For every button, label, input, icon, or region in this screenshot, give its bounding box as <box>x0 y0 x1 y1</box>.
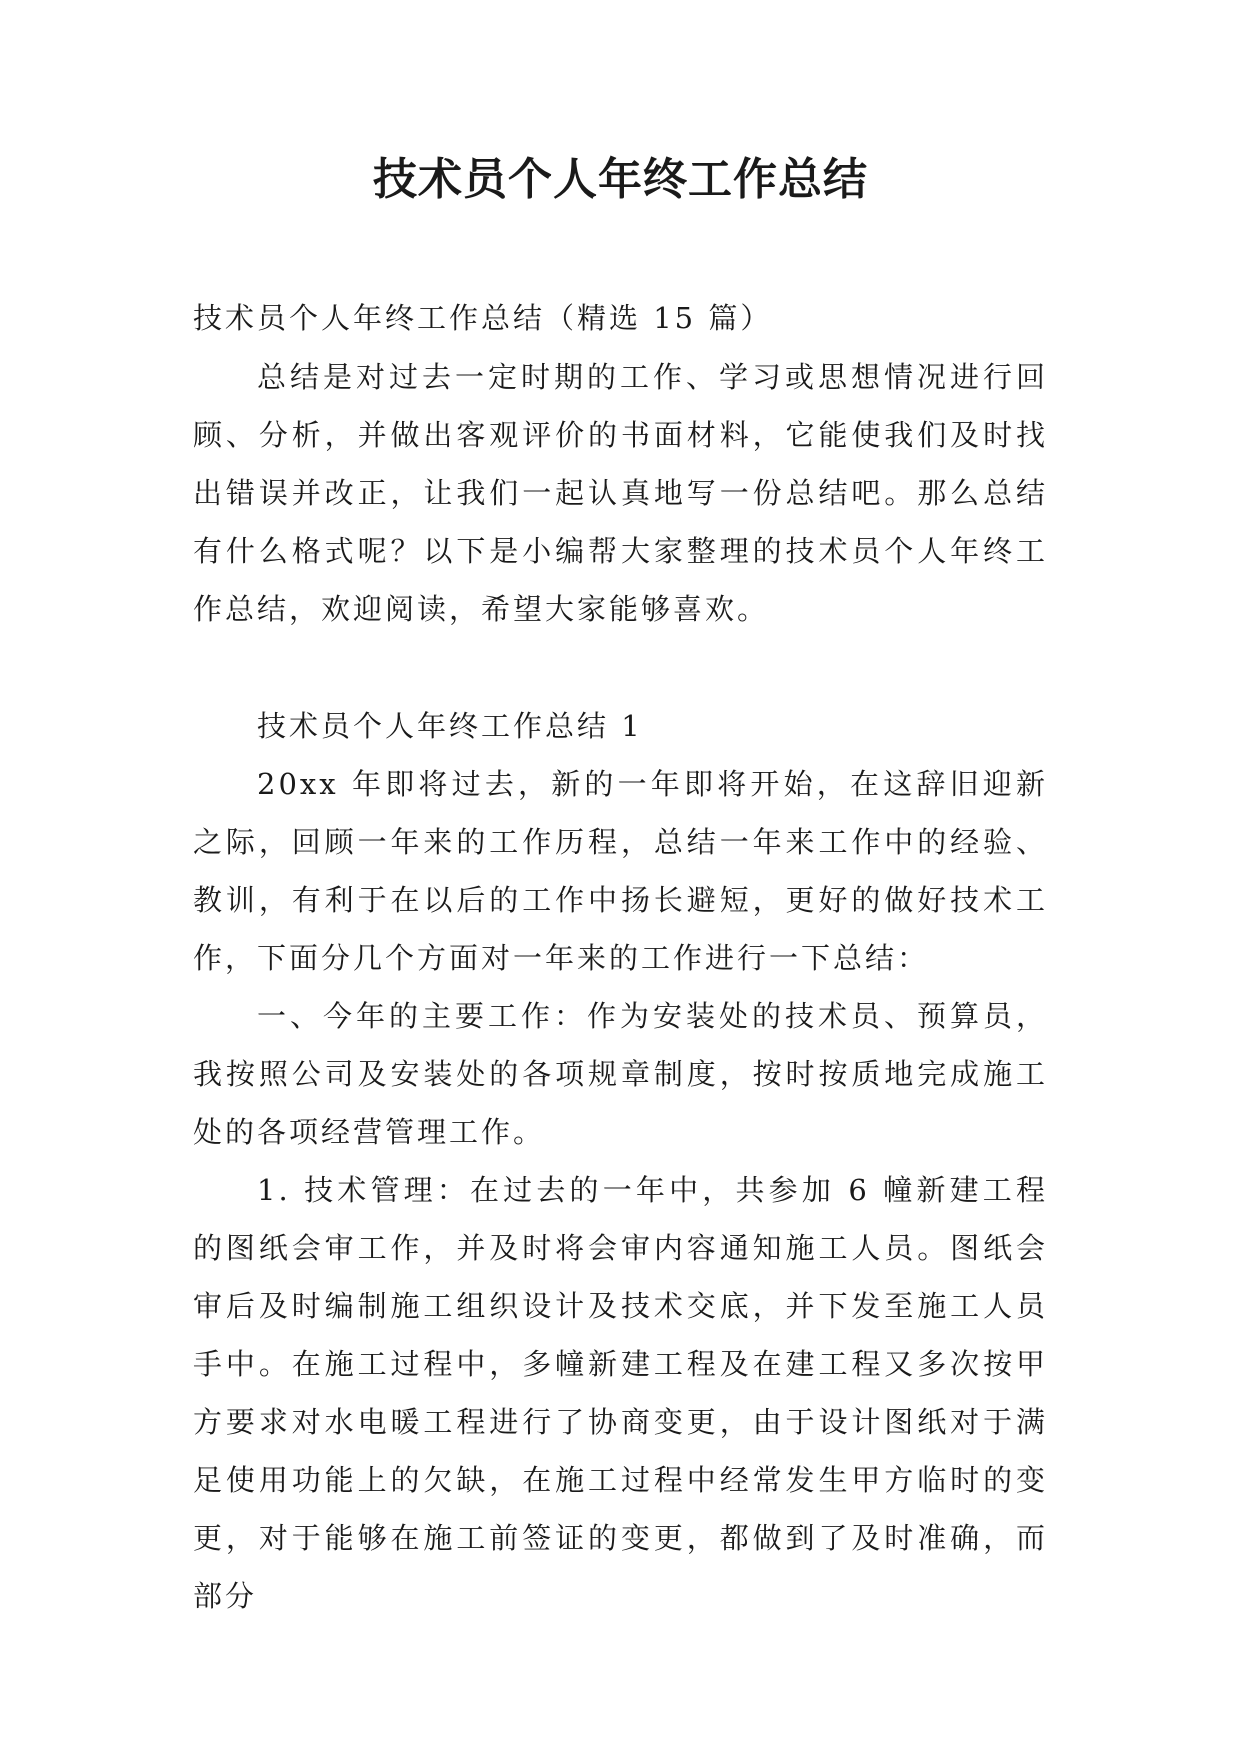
document-title: 技术员个人年终工作总结 <box>373 154 868 205</box>
body-paragraph: 1. 技术管理：在过去的一年中，共参加 6 幢新建工程的图纸会审工作，并及时将会审内容通知施工人员。图纸会审后及时编制施工组织设计及技术交底，并下发至施工人员手中。在施工过程中，多幢新建工程及在建工程又多次按甲方要求对水电暖工程进行了协商变更，由于设计图纸对于满足使用功能上的欠缺，在施工过程中经常发生甲方临时的变更，对于能够在施工前签证的变更，都做到了及时准确，而部分 <box>193 1173 1048 1613</box>
section-heading: 技术员个人年终工作总结 1 <box>257 709 643 743</box>
section-body <box>193 755 1048 1625</box>
body-paragraph: 20xx 年即将过去，新的一年即将开始，在这辞旧迎新之际，回顾一年来的工作历程，总结一年来工作中的经验、教训，有利于在以后的工作中扬长避短，更好的做好技术工作，下面分几个方面对一年来的工作进行一下总结： <box>193 767 1048 975</box>
intro-paragraph: 总结是对过去一定时期的工作、学习或思想情况进行回顾、分析，并做出客观评价的书面材料，它能使我们及时找出错误并改正，让我们一起认真地写一份总结吧。那么总结有什么格式呢？以下是小编帮大家整理的技术员个人年终工作总结，欢迎阅读，希望大家能够喜欢。 <box>193 360 1048 626</box>
document-subtitle: 技术员个人年终工作总结（精选 15 篇） <box>193 301 773 335</box>
body-paragraph: 一、今年的主要工作：作为安装处的技术员、预算员，我按照公司及安装处的各项规章制度，按时按质地完成施工处的各项经营管理工作。 <box>193 999 1048 1149</box>
